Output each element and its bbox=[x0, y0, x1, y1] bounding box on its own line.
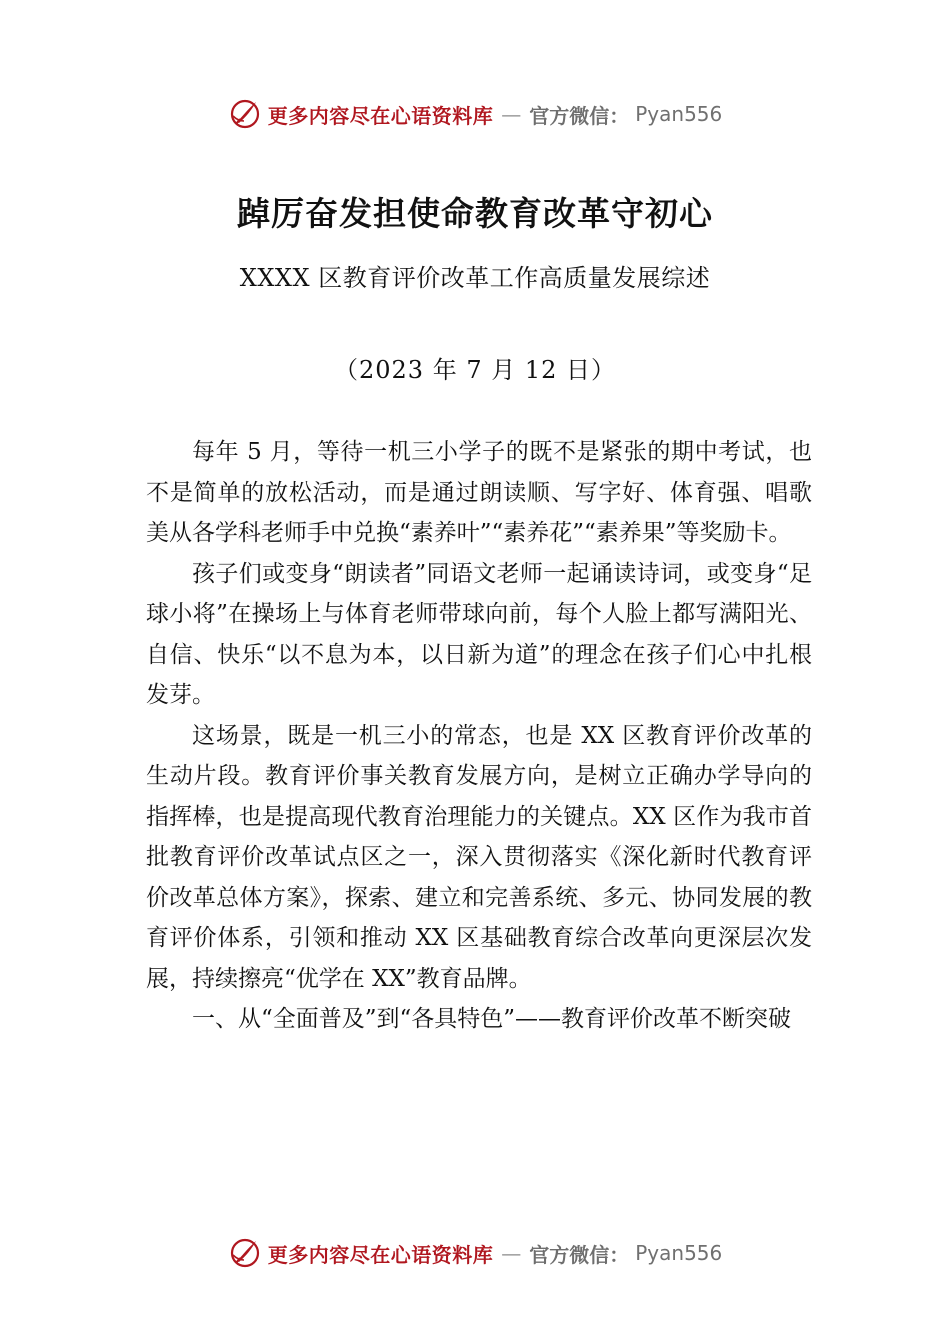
body-paragraph: 这场景，既是一机三小的常态，也是 XX 区教育评价改革的生动片段。教育评价事关教育发展方向，是树立正确办学导向的指挥棒，也是提高现代教育治理能力的关键点。XX 区作为我市首批教育评价改革试点区之一，深入贯彻落实《深化新时代教育评价改革总体方案》，探索、建立和完善系统、多元、协同发展的教育评价体系，引领和推动 XX 区基础教育综合改革向更深层次发展，持续擦亮“优学在 XX”教育品牌。 bbox=[146, 722, 812, 992]
footer-watermark-banner bbox=[0, 1233, 950, 1273]
wechat-label: 官方微信： bbox=[529, 103, 630, 128]
document-body bbox=[146, 432, 812, 1040]
section-heading: 一、从“全面普及”到“各具特色”——教育评价改革不断突破 bbox=[192, 1006, 792, 1032]
watermark-text: 更多内容尽在心语资料库 bbox=[267, 1242, 494, 1267]
watermark-dash: — bbox=[501, 1241, 522, 1265]
body-paragraph: 孩子们或变身“朗读者”同语文老师一起诵读诗词，或变身“足球小将”在操场上与体育老师带球向前，每个人脸上都写满阳光、自信、快乐“以不息为本，以日新为道”的理念在孩子们心中扎根发芽。 bbox=[146, 560, 812, 708]
watermark-dash: — bbox=[501, 102, 522, 126]
document-subtitle: XXXX 区教育评价改革工作高质量发展综述 bbox=[239, 264, 711, 292]
quill-pen-logo-icon bbox=[228, 97, 262, 131]
document-title: 踔厉奋发担使命教育改革守初心 bbox=[237, 194, 713, 233]
header-watermark-banner bbox=[0, 94, 950, 134]
body-paragraph: 每年 5 月，等待一机三小学子的既不是紧张的期中考试，也不是简单的放松活动，而是通过朗读顺、写字好、体育强、唱歌美从各学科老师手中兑换“素养叶”“素养花”“素养果”等奖励卡。 bbox=[146, 439, 812, 546]
quill-pen-logo-icon bbox=[228, 1236, 262, 1270]
watermark-text: 更多内容尽在心语资料库 bbox=[267, 103, 494, 128]
document-date: （2023 年 7 月 12 日） bbox=[333, 356, 617, 384]
wechat-id: Pyan556 bbox=[635, 102, 723, 126]
wechat-id: Pyan556 bbox=[635, 1241, 723, 1265]
wechat-label: 官方微信： bbox=[529, 1242, 630, 1267]
